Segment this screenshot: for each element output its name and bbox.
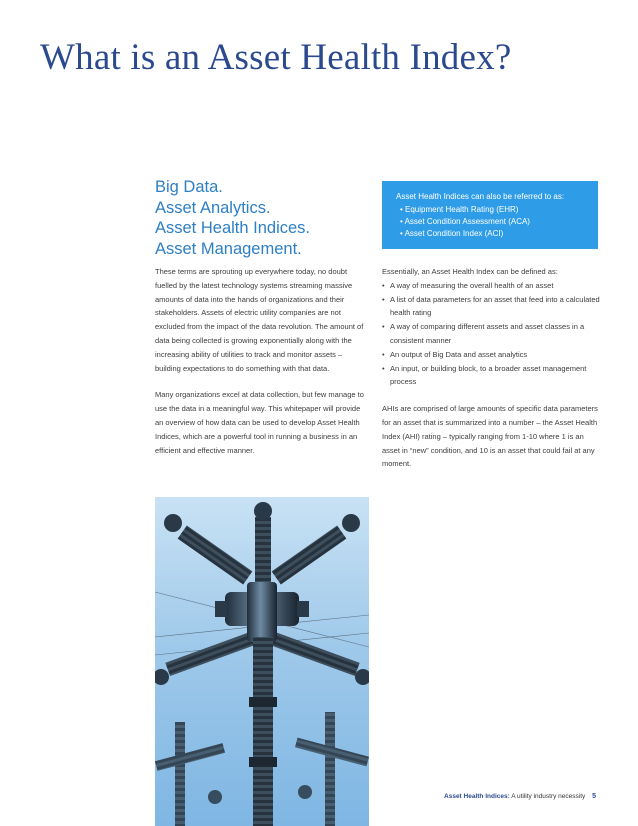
definition-bullet (382, 348, 600, 362)
bullet-text: An output of Big Data and asset analytics (390, 349, 528, 359)
definition-bullet (382, 293, 600, 321)
insulator-illustration (155, 497, 369, 826)
left-column (155, 265, 370, 457)
callout-item: • Asset Condition Index (ACI) (400, 229, 504, 238)
intro-paragraph: These terms are sprouting up everywhere today, no doubt fuelled by the latest technology systems streaming massive amounts of data into the hands of organizations and their stakeholders. Assets of electric utility companies are not excluded from the impact of the data revolution. The amount of data being collected is growing exponentially along with the increasing ability of utilities to track and monitor assets – building expectations to do something with that data. (155, 267, 364, 373)
central-hub (215, 582, 309, 642)
callout-lead: Asset Health Indices can also be referred to as: (396, 192, 565, 201)
bullet-icon: • (382, 322, 385, 332)
page-number: 5 (592, 793, 596, 800)
overview-paragraph: Many organizations excel at data collection, but few manage to use the data in a meaningful way. This whitepaper will provide an overview of how data can be used to develop Asset Health Indices, which are a powerful tool in running a business in an efficient and effective manner. (155, 390, 364, 455)
definition-bullet (382, 362, 600, 390)
bullet-text: A way of comparing different assets and asset classes in a consistent manner (390, 322, 585, 345)
bullet-icon: • (382, 294, 385, 304)
page-title: What is an Asset Health Index? (40, 37, 512, 78)
headline-line: Asset Analytics. (155, 198, 271, 217)
bullet-icon: • (382, 280, 385, 290)
bullet-icon: • (382, 363, 385, 373)
definition-bullet (382, 320, 600, 348)
insulator-column (249, 637, 277, 826)
headline-line: Asset Health Indices. (155, 219, 310, 237)
definition-bullet (382, 279, 600, 293)
substation-insulator-photo (155, 497, 369, 826)
callout-item: • Asset Condition Assessment (ACA) (400, 217, 530, 226)
page-footer (444, 793, 596, 800)
bullet-icon: • (382, 349, 385, 359)
definition-intro: Essentially, an Asset Health Index can be defined as: (382, 267, 558, 276)
callout-box (382, 181, 598, 249)
bullet-text: A list of data parameters for an asset that feed into a calculated health rating (390, 294, 600, 318)
bullet-text: A way of measuring the overall health of an asset (390, 280, 554, 290)
right-column (382, 265, 600, 471)
headline-line: Asset Management. (155, 239, 302, 258)
bullet-text: An input, or building block, to a broader asset management process (390, 363, 587, 387)
callout-item: • Equipment Health Rating (EHR) (400, 205, 519, 214)
ahi-paragraph: AHIs are comprised of large amounts of specific data parameters for an asset that is summarized into a number – the Asset Health Index (AHI) rating – typically ranging from 1-10 where 1 is an asset in “new” condition, and 10 is an asset that could fail at any moment. (382, 404, 598, 469)
headline-list (155, 177, 365, 259)
footer-doc-title: Asset Health Indices: (444, 793, 510, 800)
headline-line: Big Data. (155, 178, 223, 196)
footer-subtitle: A utility industry necessity (511, 793, 586, 800)
